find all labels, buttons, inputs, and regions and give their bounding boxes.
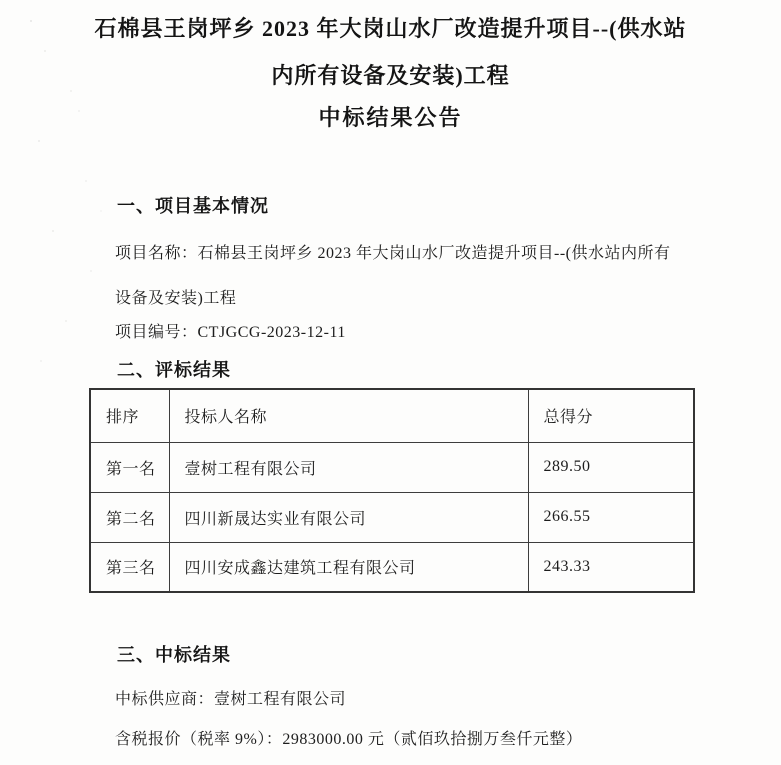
rank-cell: 第二名 [90,492,169,542]
section-heading-award-results: 三、中标结果 [117,645,231,665]
project-name-line-1: 项目名称：石棉县王岗坪乡 2023 年大岗山水厂改造提升项目--(供水站内所有 [115,245,671,262]
total-score-cell: 243.33 [528,542,694,592]
table-row [90,492,694,542]
tax-inclusive-price: 含税报价（税率 9%）：2983000.00 元（贰佰玖拾捌万叁仟元整） [115,731,583,748]
col-header-bidder-name: 投标人名称 [169,389,528,442]
total-score-cell: 289.50 [528,442,694,492]
evaluation-results-table [89,388,695,593]
project-name-line-2: 设备及安装)工程 [115,290,237,307]
col-header-total-score: 总得分 [528,389,694,442]
document-title-line-2: 内所有设备及安装)工程 [271,63,510,88]
table-row [90,442,694,492]
document-title-line-1: 石棉县王岗坪乡 2023 年大岗山水厂改造提升项目--(供水站 [94,16,687,41]
bidder-name-cell: 壹树工程有限公司 [169,442,528,492]
section-heading-project-info: 一、项目基本情况 [117,196,269,216]
rank-cell: 第三名 [90,542,169,592]
col-header-rank: 排序 [90,389,169,442]
table-row [90,542,694,592]
rank-cell: 第一名 [90,442,169,492]
bidder-name-cell: 四川新晟达实业有限公司 [169,492,528,542]
total-score-cell: 266.55 [528,492,694,542]
project-number: 项目编号：CTJGCG-2023-12-11 [115,324,346,341]
document-subtitle: 中标结果公告 [318,105,463,130]
document-title [0,14,781,91]
bidder-name-cell: 四川安成鑫达建筑工程有限公司 [169,542,528,592]
winning-supplier: 中标供应商：壹树工程有限公司 [115,691,347,708]
section-heading-evaluation-results: 二、评标结果 [117,360,231,380]
table-header-row [90,389,694,442]
